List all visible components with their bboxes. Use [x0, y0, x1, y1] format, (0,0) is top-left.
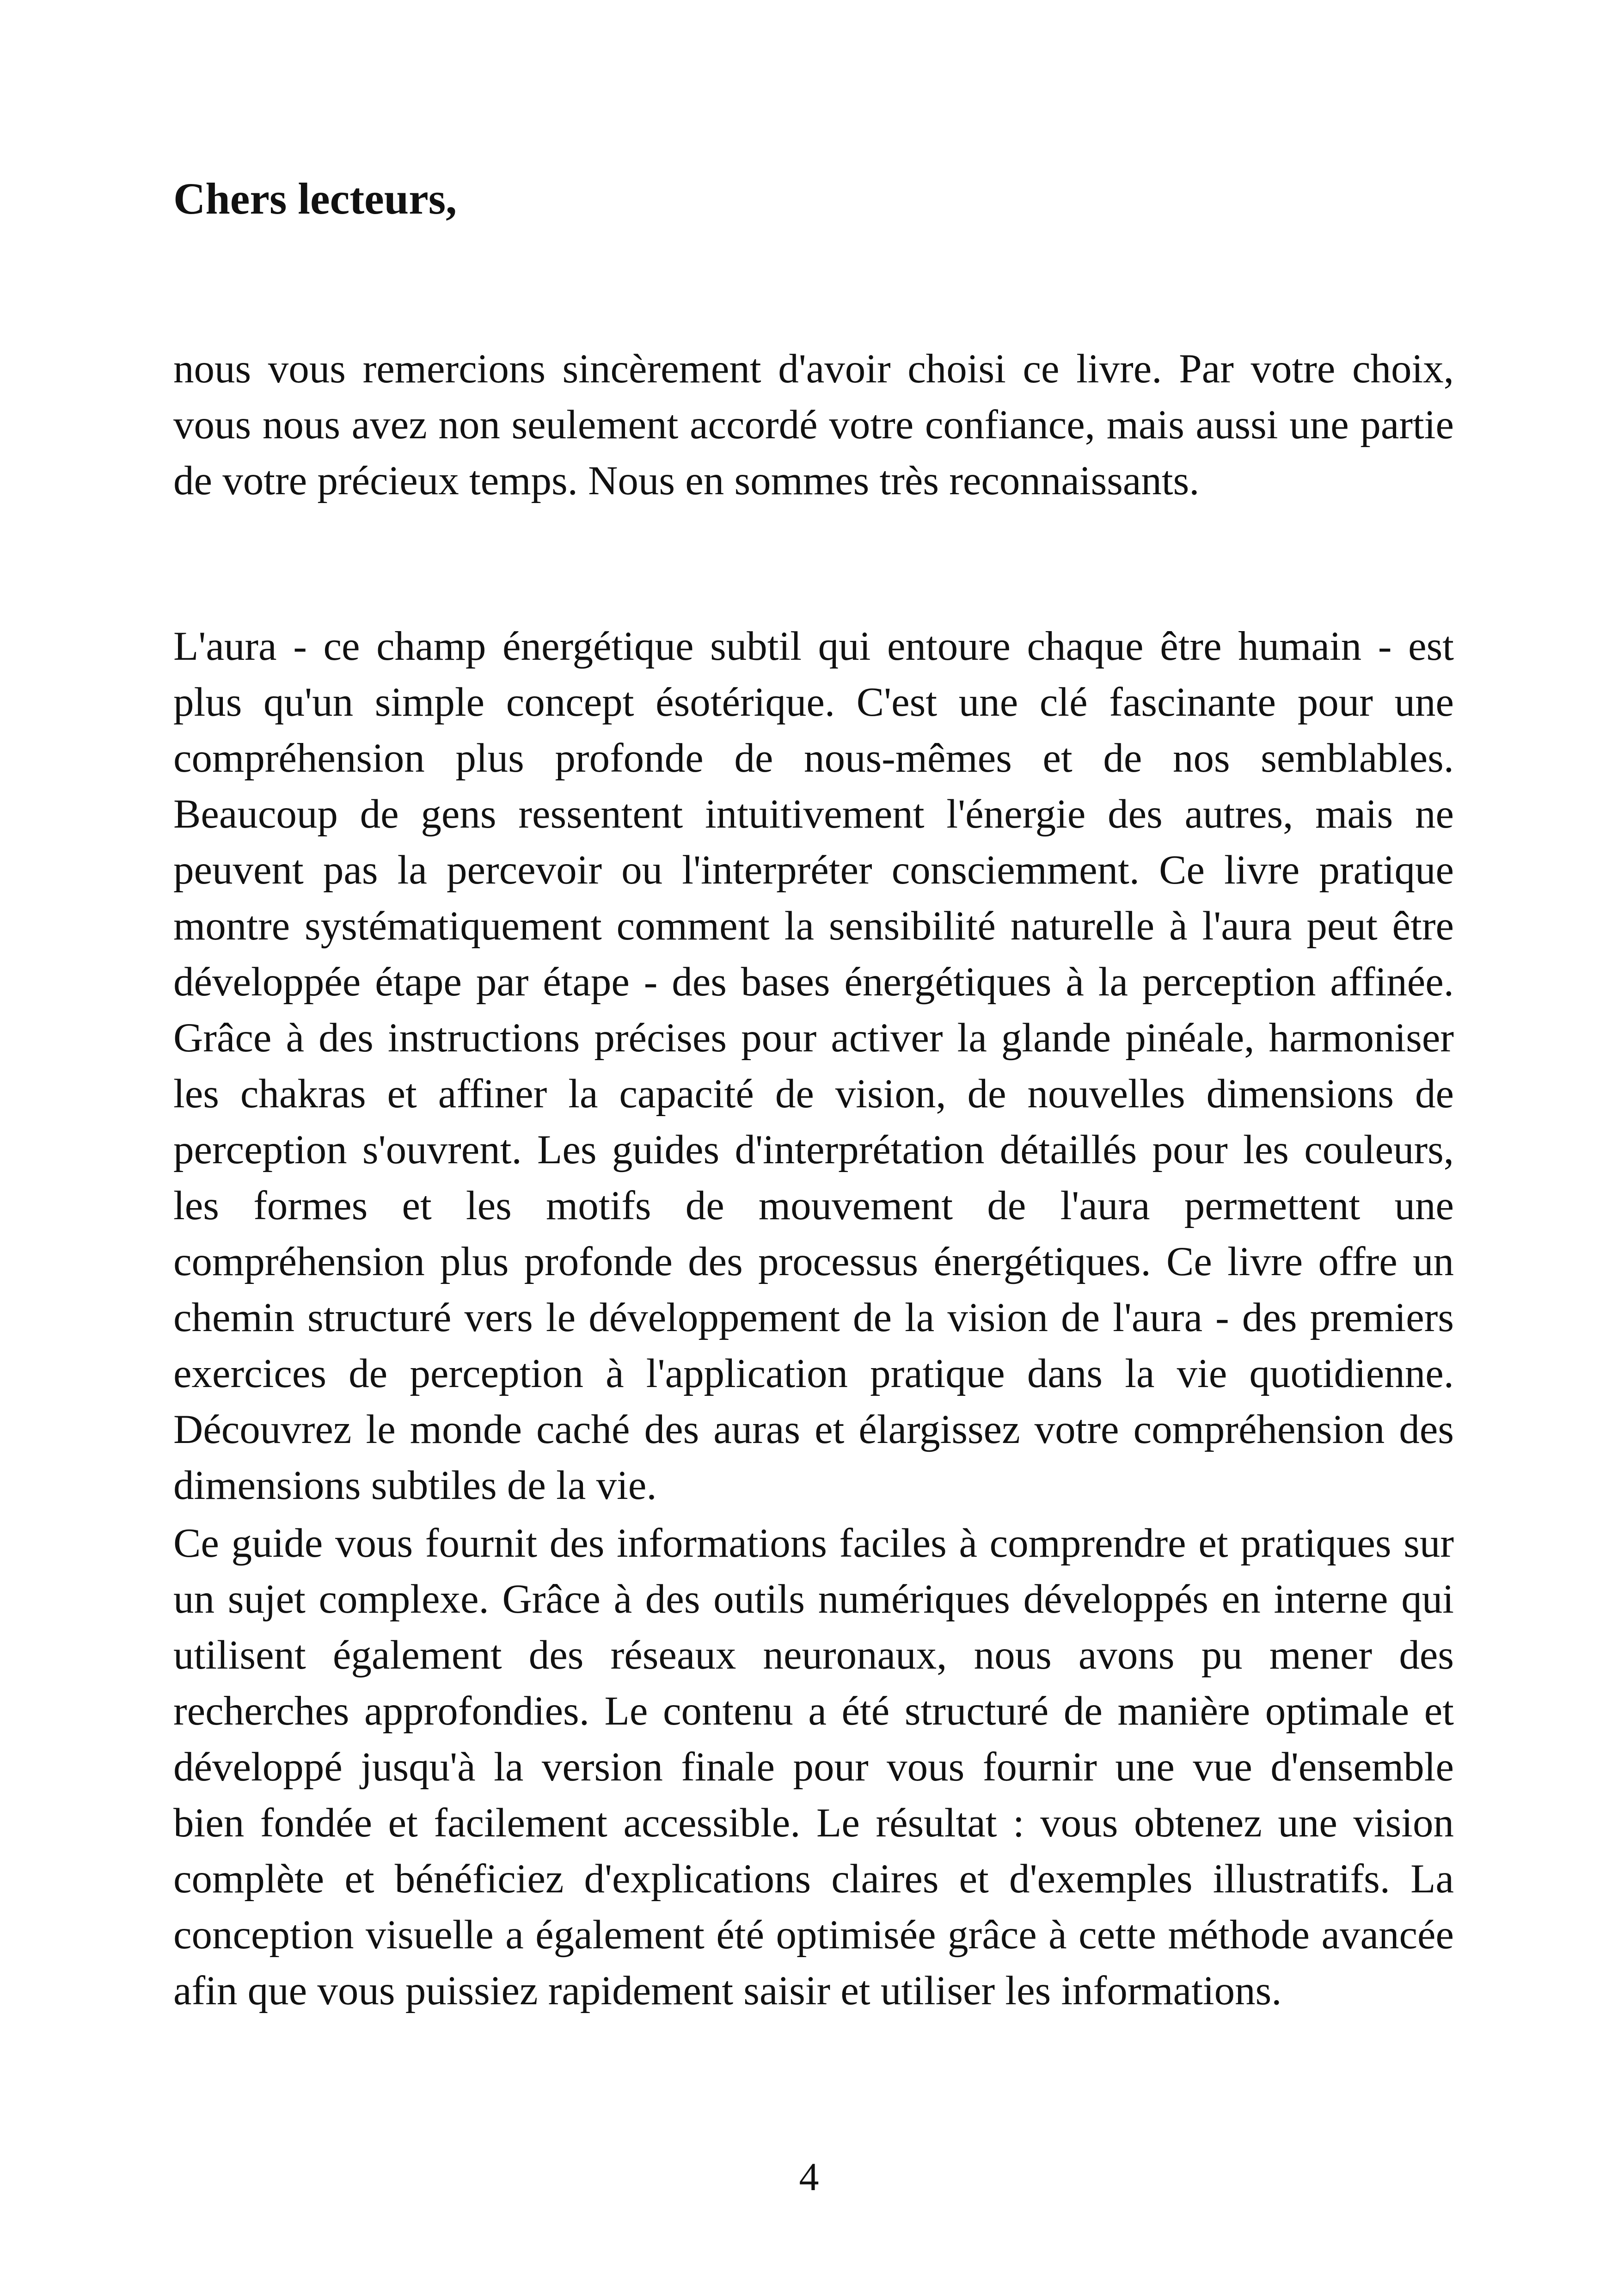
page-number: 4	[799, 2155, 819, 2199]
paragraph-guide-info: Ce guide vous fournit des informations faciles à comprendre et pratiques sur un sujet complexe. Grâce à des outils numériques développés en interne qui utilisent également des réseaux neuronaux, nous avons pu mener des recherches approfondies. Le contenu a été structuré de manière optimale et développé jusqu'à la version finale pour vous fournir une vue d'ensemble bien fondée et facilement accessible. Le résultat : vous obtenez une vision complète et bénéficiez d'explications claires et d'exemples illustratifs. La conception visuelle a également été optimisée grâce à cette méthode avancée afin que vous puissiez rapidement saisir et utiliser les informations.	[173, 1521, 1454, 2014]
paragraph-aura-intro: L'aura - ce champ énergétique subtil qui entoure chaque être humain - est plus qu'un simple concept ésotérique. C'est une clé fascinante pour une compréhension plus profonde de nous-mêmes et de nos semblables. Beaucoup de gens ressentent intuitivement l'énergie des autres, mais ne peuvent pas la percevoir ou l'interpréter consciemment. Ce livre pratique montre systématiquement comment la sensibilité naturelle à l'aura peut être développée étape par étape - des bases énergétiques à la perception affinée. Grâce à des instructions précises pour activer la glande pinéale, harmoniser les chakras et affiner la capacité de vision, de nouvelles dimensions de perception s'ouvrent. Les guides d'interprétation détaillés pour les couleurs, les formes et les motifs de mouvement de l'aura permettent une compréhension plus profonde des processus énergétiques. Ce livre offre un chemin structuré vers le développement de la vision de l'aura - des premiers exercices de perception à l'application pratique dans la vie quotidienne. Découvrez le monde caché des auras et élargissez votre compréhension des dimensions subtiles de la vie.	[173, 624, 1454, 1508]
paragraph-block-2	[173, 619, 1454, 1514]
page-heading: Chers lecteurs,	[173, 174, 457, 223]
paragraph-thanks: nous vous remercions sincèrement d'avoir choisi ce livre. Par votre choix, vous nous avez non seulement accordé votre confiance, mais aussi une partie de votre précieux temps. Nous en sommes très reconnaissants.	[173, 346, 1454, 503]
paragraph-block-1	[173, 341, 1454, 509]
paragraph-block-3	[173, 1516, 1454, 2019]
